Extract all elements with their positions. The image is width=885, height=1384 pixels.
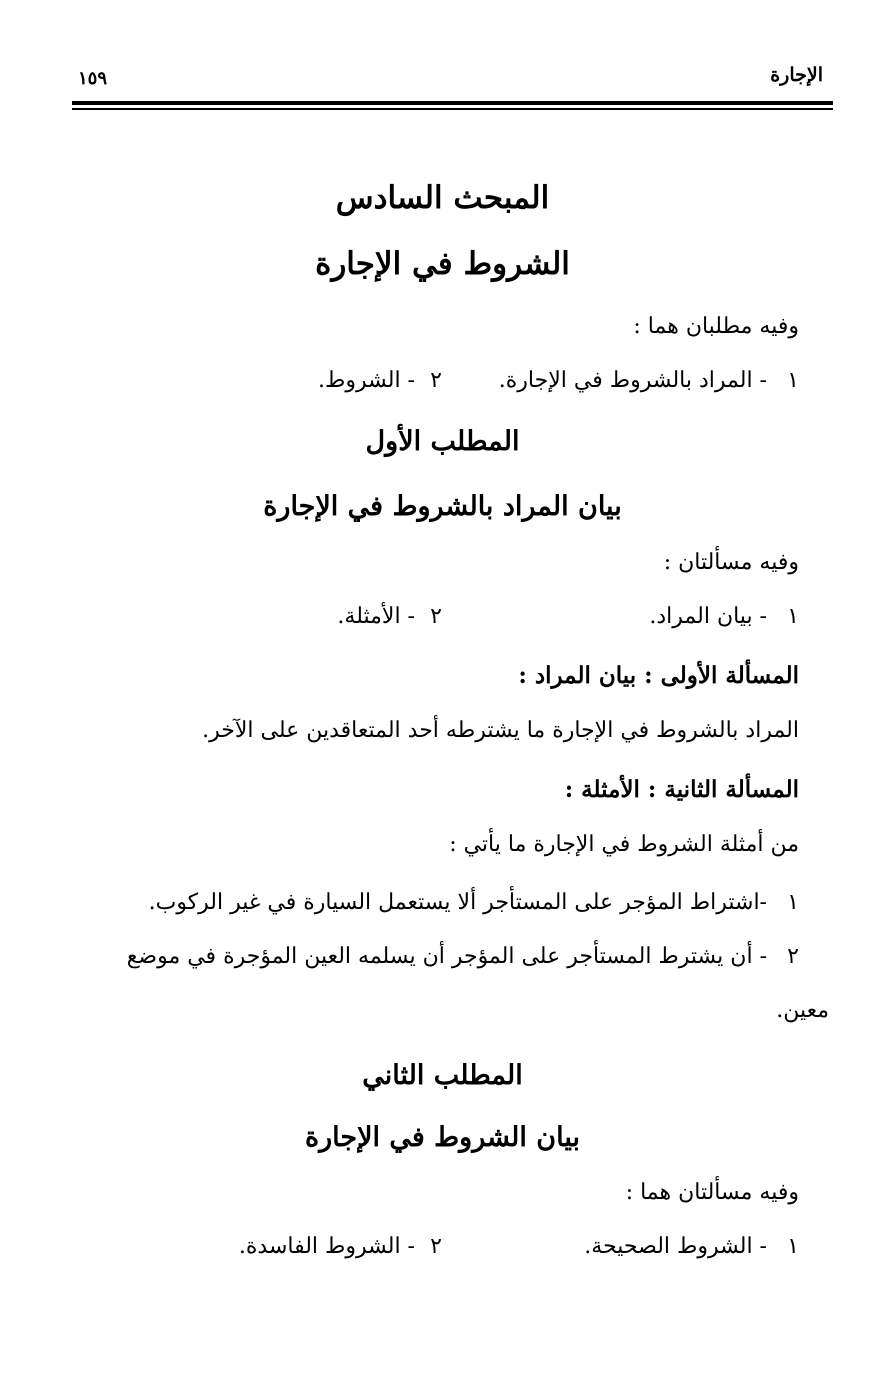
example-text: - أن يشترط المستأجر على المؤجر أن يسلمه العين المؤجرة في موضع [126, 944, 767, 969]
list-item-text: - الشروط الصحيحة. [584, 1234, 767, 1259]
header-rule-thick [72, 101, 833, 105]
matlab2-subtitle: بيان الشروط في الإجارة [304, 1122, 581, 1153]
list-item-text: - المراد بالشروط في الإجارة. [498, 368, 767, 393]
issue2-intro: من أمثلة الشروط في الإجارة ما يأتي : [449, 832, 799, 857]
page-number: ١٥٩ [78, 68, 108, 89]
issue1-heading: المسألة الأولى : بيان المراد : [518, 662, 799, 689]
issue1-text: المراد بالشروط في الإجارة ما يشترطه أحد المتعاقدين على الآخر. [202, 718, 799, 743]
running-title: الإجارة [770, 64, 823, 86]
matlab2-title: المطلب الثاني [362, 1060, 523, 1091]
list-item-text: - الشروط. [318, 368, 415, 393]
list-item-number: ١ [787, 1234, 799, 1259]
list-item-number: ٢ [430, 368, 442, 393]
list-item-text: - الشروط الفاسدة. [238, 1234, 415, 1259]
section-intro: وفيه مطلبان هما : [633, 314, 799, 339]
example-number: ٢ [787, 944, 799, 969]
example-text: -اشتراط المؤجر على المستأجر ألا يستعمل السيارة في غير الركوب. [148, 890, 767, 915]
list-item-text: - الأمثلة. [337, 604, 415, 629]
issue2-heading: المسألة الثانية : الأمثلة : [564, 776, 799, 803]
list-item-text: - بيان المراد. [649, 604, 767, 629]
section-subtitle: الشروط في الإجارة [315, 246, 570, 282]
matlab1-subtitle: بيان المراد بالشروط في الإجارة [263, 491, 622, 522]
section-title: المبحث السادس [335, 180, 550, 216]
matlab1-intro: وفيه مسألتان : [663, 550, 799, 575]
example-text-continuation: معين. [776, 998, 829, 1023]
list-item-number: ٢ [430, 1234, 442, 1259]
list-item-number: ١ [787, 368, 799, 393]
example-number: ١ [787, 890, 799, 915]
list-item-number: ١ [787, 604, 799, 629]
matlab1-title: المطلب الأول [365, 426, 520, 457]
matlab2-intro: وفيه مسألتان هما : [625, 1180, 799, 1205]
header-rule-thin [72, 108, 833, 110]
list-item-number: ٢ [430, 604, 442, 629]
